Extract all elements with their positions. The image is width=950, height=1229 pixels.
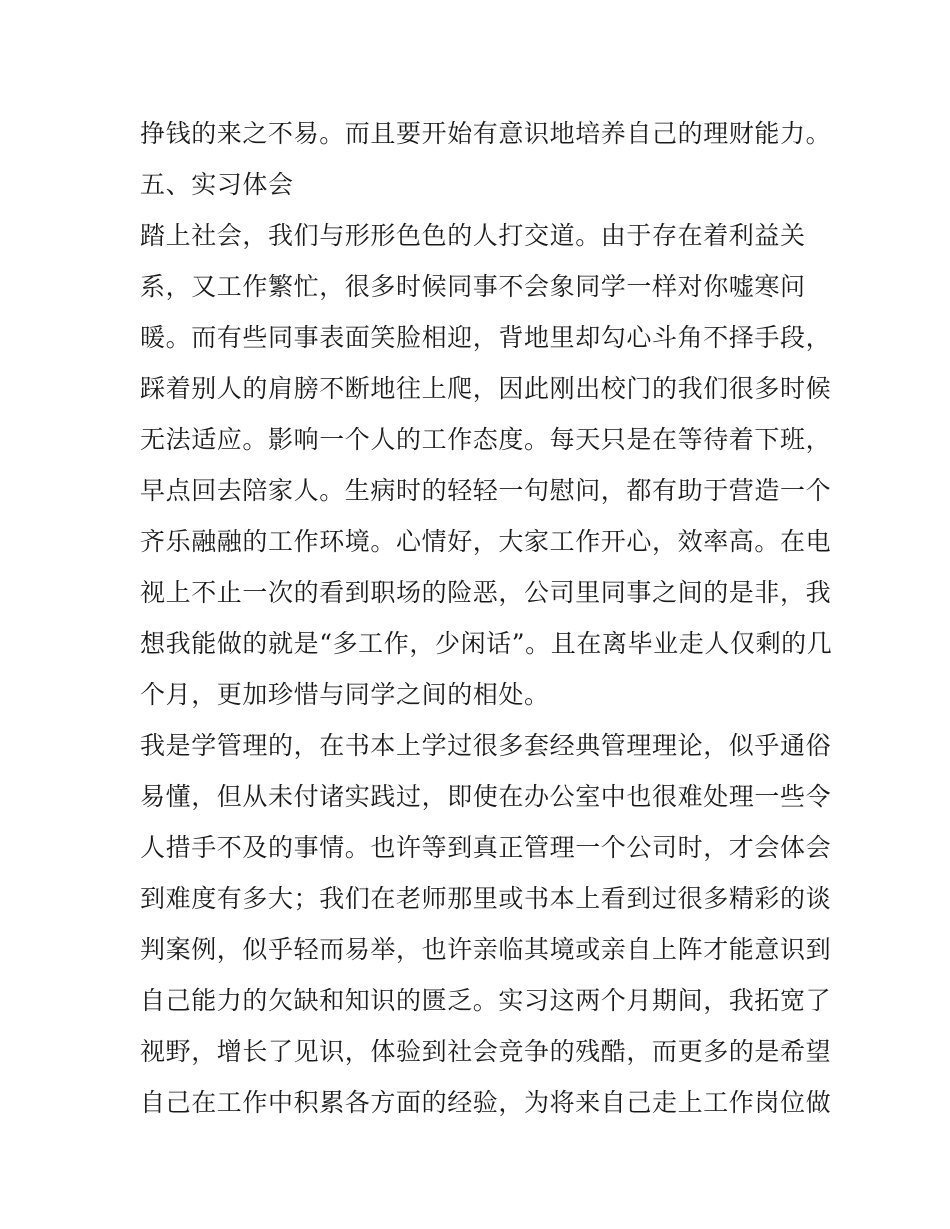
text-line: 到难度有多大；我们在老师那里或书本上看到过很多精彩的谈 bbox=[140, 884, 832, 913]
text-line: 系，又工作繁忙，很多时候同事不会象同学一样对你嘘寒问 bbox=[140, 272, 806, 301]
text-line: 视野，增长了见识，体验到社会竞争的残酷，而更多的是希望 bbox=[140, 1037, 832, 1066]
text-line: 个月，更加珍惜与同学之间的相处。 bbox=[140, 680, 550, 709]
text-line: 自己能力的欠缺和知识的匮乏。实习这两个月期间，我拓宽了 bbox=[140, 986, 832, 1015]
text-line: 我是学管理的，在书本上学过很多套经典管理理论，似乎通俗 bbox=[140, 731, 832, 760]
text-line: 暖。而有些同事表面笑脸相迎，背地里却勾心斗角不择手段， bbox=[140, 323, 832, 352]
body-text bbox=[140, 108, 833, 1128]
text-line: 无法适应。影响一个人的工作态度。每天只是在等待着下班， bbox=[140, 425, 832, 454]
text-line: 踩着别人的肩膀不断地往上爬，因此刚出校门的我们很多时候 bbox=[140, 374, 832, 403]
text-line: 踏上社会，我们与形形色色的人打交道。由于存在着利益关 bbox=[140, 221, 806, 250]
section-heading: 五、实习体会 bbox=[140, 170, 294, 199]
text-line: 人措手不及的事情。也许等到真正管理一个公司时，才会体会 bbox=[140, 833, 832, 862]
text-line: 视上不止一次的看到职场的险恶，公司里同事之间的是非，我 bbox=[140, 578, 832, 607]
text-line: 自己在工作中积累各方面的经验，为将来自己走上工作岗位做 bbox=[140, 1088, 832, 1117]
text-line: 早点回去陪家人。生病时的轻轻一句慰问，都有助于营造一个 bbox=[140, 476, 832, 505]
text-line: 挣钱的来之不易。而且要开始有意识地培养自己的理财能力。 bbox=[140, 119, 832, 148]
text-line: 想我能做的就是“多工作，少闲话”。且在离毕业走人仅剩的几 bbox=[140, 629, 833, 658]
text-line: 齐乐融融的工作环境。心情好，大家工作开心，效率高。在电 bbox=[140, 527, 832, 556]
text-line: 易懂，但从未付诸实践过，即使在办公室中也很难处理一些令 bbox=[140, 782, 832, 811]
text-line: 判案例，似乎轻而易举，也许亲临其境或亲自上阵才能意识到 bbox=[140, 935, 832, 964]
